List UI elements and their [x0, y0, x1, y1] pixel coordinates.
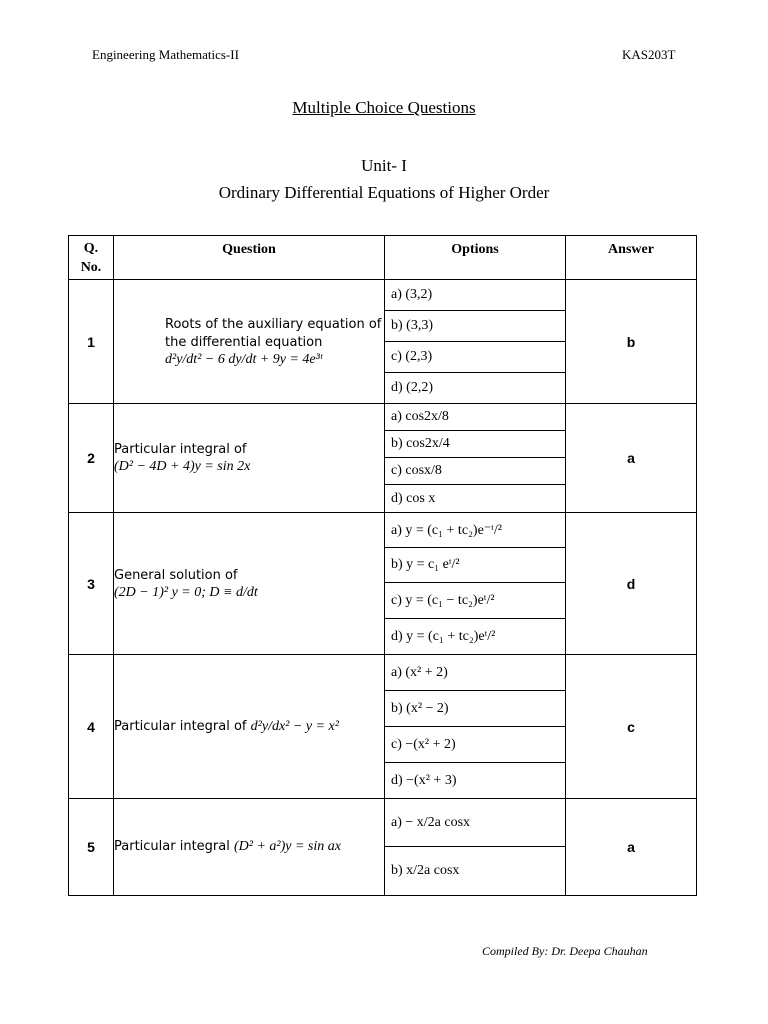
header-qno: [69, 236, 114, 280]
question-equation: (2D − 1)² y = 0; D ≡ d/dt: [114, 584, 258, 600]
header-question: Question: [114, 236, 385, 280]
answer-cell: b: [566, 280, 697, 404]
header-qno-line1: Q.: [83, 240, 99, 256]
option-d: d) (2,2): [391, 380, 433, 395]
header-qno-line2: No.: [80, 259, 102, 275]
table-header-row: [69, 236, 697, 280]
question-number: 4: [69, 655, 114, 799]
options-cell: [385, 280, 566, 404]
question-cell: [114, 280, 385, 404]
option-a: a) − x/2a cosx: [385, 799, 565, 847]
question-cell: [114, 513, 385, 655]
question-number: 1: [69, 280, 114, 404]
question-equation: d²y/dt² − 6 dy/dt + 9y = 4e³ᵗ: [165, 351, 323, 367]
option-b: b) cos2x/4: [385, 431, 565, 458]
option-a: a) (x² + 2): [385, 655, 565, 691]
question-number: 3: [69, 513, 114, 655]
option-b: b) (3,3): [385, 311, 565, 342]
page-title: Multiple Choice Questions: [292, 98, 476, 117]
option-c: c) y = (c₁ − tc₂)eᵗ/²: [385, 583, 565, 619]
option-a: a) y = (c₁ + tc₂)e⁻ᵗ/²: [385, 513, 565, 548]
header-course-code: KAS203T: [622, 47, 676, 62]
options-cell: [385, 513, 566, 655]
options-cell: [385, 655, 566, 799]
option-b: b) y = c₁ eᵗ/²: [385, 548, 565, 583]
option-a: a) (3,2): [385, 280, 565, 311]
table-row: [69, 655, 697, 799]
mcq-table: [68, 235, 697, 896]
header-answer: Answer: [566, 236, 697, 280]
header-options: Options: [385, 236, 566, 280]
question-text: Roots of the auxiliary equation of the differential equation: [165, 316, 382, 350]
option-d: d) y = (c₁ + tc₂)eᵗ/²: [391, 628, 496, 644]
table-row: [69, 799, 697, 896]
table-row: [69, 513, 697, 655]
question-equation: (D² − 4D + 4)y = sin 2x: [114, 459, 251, 474]
question-cell: [114, 404, 385, 513]
option-c: c) cosx/8: [385, 458, 565, 485]
question-text: General solution of: [114, 567, 238, 583]
question-text: Particular integral of: [114, 718, 247, 734]
question-text: Particular integral of: [114, 442, 247, 457]
unit-subtitle: Ordinary Differential Equations of Higher Order: [218, 183, 550, 202]
options-cell: [385, 404, 566, 513]
unit-heading: Unit- I: [361, 156, 407, 175]
question-number: 5: [69, 799, 114, 896]
answer-cell: a: [566, 799, 697, 896]
option-a: a) cos2x/8: [385, 404, 565, 431]
table-row: [69, 280, 697, 404]
answer-cell: a: [566, 404, 697, 513]
options-cell: [385, 799, 566, 896]
question-equation: d²y/dx² − y = x²: [250, 718, 339, 734]
answer-cell: c: [566, 655, 697, 799]
question-cell: [114, 799, 385, 896]
question-text: Particular integral: [114, 839, 230, 854]
question-number: 2: [69, 404, 114, 513]
compiled-by: Compiled By: Dr. Deepa Chauhan: [482, 944, 648, 958]
table-row: [69, 404, 697, 513]
option-c: c) −(x² + 2): [385, 727, 565, 763]
question-cell: [114, 655, 385, 799]
option-d: d) −(x² + 3): [391, 772, 457, 788]
option-d: d) cos x: [391, 490, 436, 506]
option-c: c) (2,3): [385, 342, 565, 373]
header-course-title: Engineering Mathematics-II: [92, 47, 239, 62]
option-b: b) (x² − 2): [385, 691, 565, 727]
answer-cell: d: [566, 513, 697, 655]
option-b: b) x/2a cosx: [391, 863, 460, 878]
question-equation: (D² + a²)y = sin ax: [233, 839, 341, 854]
